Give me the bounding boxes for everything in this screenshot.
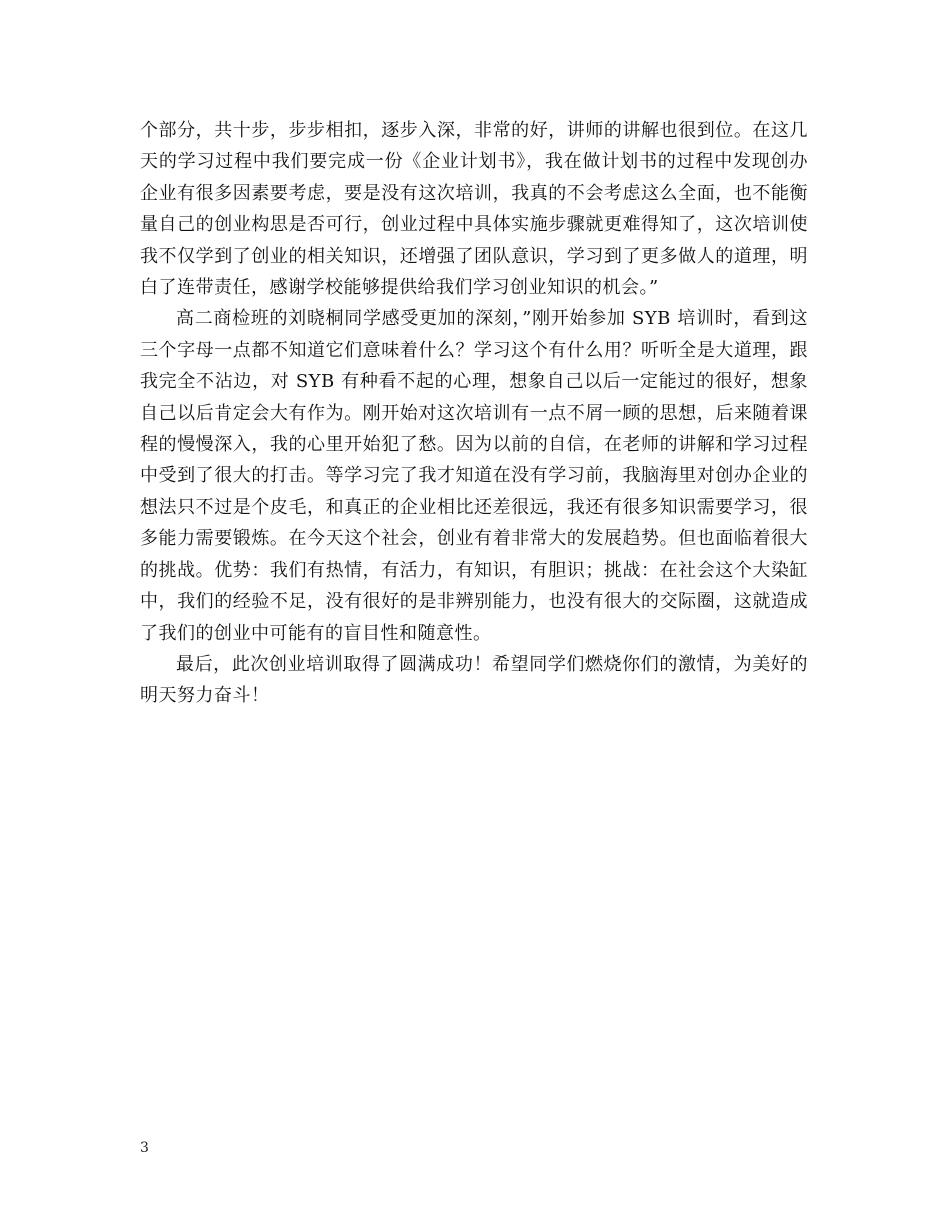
- paragraph-conclusion: 最后，此次创业培训取得了圆满成功！希望同学们燃烧你们的激情，为美好的明天努力奋斗！: [140, 653, 808, 707]
- paragraph-student-feedback: 高二商检班的刘晓桐同学感受更加的深刻，”刚开始参加 SYB 培训时，看到这三个字母一点都不知道它们意味着什么？学习这个有什么用？听听全是大道理，跟我完全不沾边，对 SYB 有种看不起的心理，想象自己以后一定能过的很好，想象自己以后肯定会大有作为。刚开始对这次培训有一点不屑一顾的思想，后来随着课程的慢慢深入，我的心里开始犯了愁。因为以前的自信，在老师的讲解和学习过程中受到了很大的打击。等学习完了我才知道在没有学习前，我脑海里对创办企业的想法只不过是个皮毛，和真正的企业相比还差很远，我还有很多知识需要学习，很多能力需要锻炼。在今天这个社会，创业有着非常大的发展趋势。但也面临着很大的挑战。优势：我们有热情，有活力，有知识，有胆识；挑战：在社会这个大染缸中，我们的经验不足，没有很好的是非辨别能力，也没有很大的交际圈，这就造成了我们的创业中可能有的盲目性和随意性。: [140, 308, 808, 644]
- page-number: 3: [140, 1140, 149, 1156]
- document-body: [140, 115, 808, 712]
- paragraph-continuation: 个部分，共十步，步步相扣，逐步入深，非常的好，讲师的讲解也很到位。在这几天的学习过程中我们要完成一份《企业计划书》，我在做计划书的过程中发现创办企业有很多因素要考虑，要是没有这次培训，我真的不会考虑这么全面，也不能衡量自己的创业构思是否可行，创业过程中具体实施步骤就更难得知了，这次培训使我不仅学到了创业的相关知识，还增强了团队意识，学习到了更多做人的道理，明白了连带责任，感谢学校能够提供给我们学习创业知识的机会。”: [140, 120, 808, 299]
